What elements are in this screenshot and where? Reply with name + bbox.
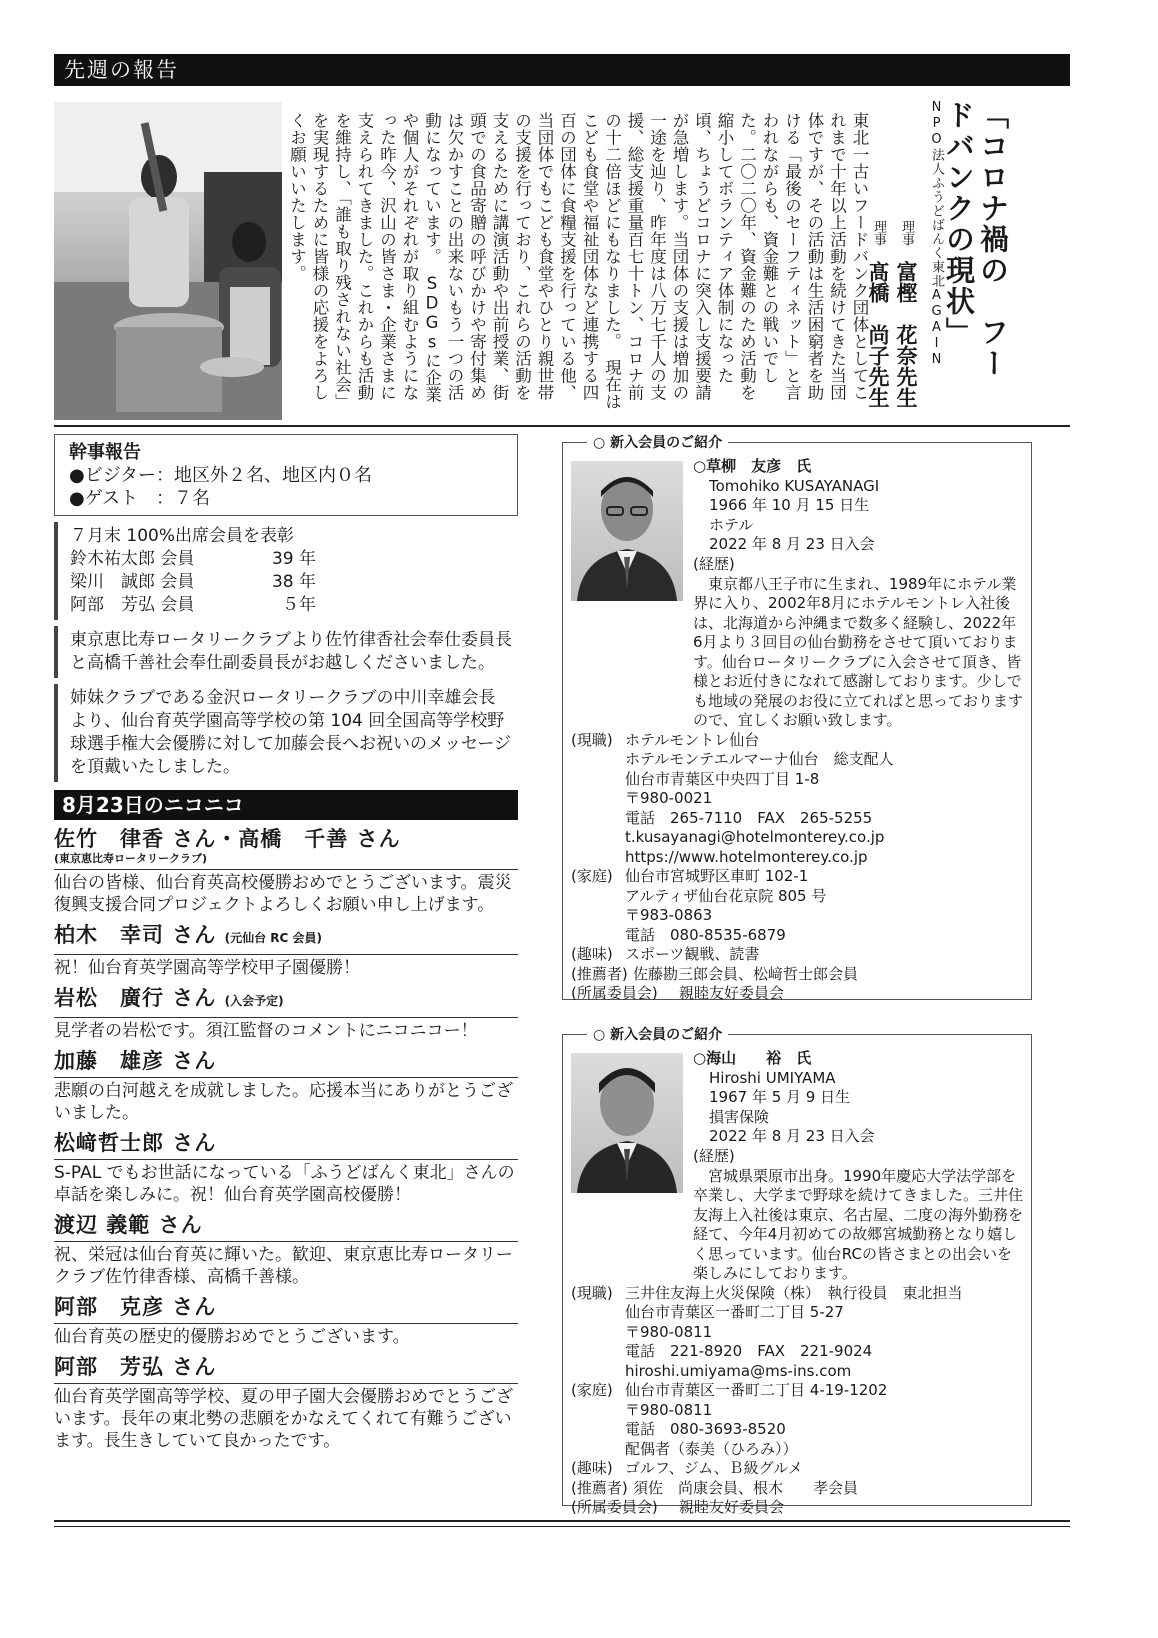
committee-block [571,1498,1023,1518]
profile-header: ○ 新入会員のご紹介 [587,432,728,452]
work-block [571,1284,1023,1382]
nikoniko-name: 阿部 克彦 さん [54,1295,217,1319]
footer-rule-thin [54,1526,1070,1527]
nikoniko-message: 悲願の白河越えを成就しました。応援本当にありがとうございました。 [54,1077,518,1124]
attendance-row [70,594,512,617]
work-line: 〒980-0021 [625,789,713,807]
nikoniko-name: 佐竹 律香 さん・高橋 千善 さん [54,827,401,851]
hobby-block [571,1459,1023,1479]
work-line: 〒980-0811 [625,1322,713,1341]
nikoniko-message: 見学者の岩松です。須江監督のコメントにニコニコー！ [54,1017,518,1042]
sponsor-label: (推薦者) [571,1478,628,1497]
member-details [571,1147,1023,1518]
nikoniko-message: 仙台育英学園高等学校、夏の甲子園大会優勝おめでとうございます。長年の東北勢の悲願をかなえてくれて有難うございます。長生きしていて良かったです。 [54,1383,518,1452]
home-label: (家庭) [571,1381,613,1399]
work-label: (現職) [571,730,613,749]
secretary-report-title: 幹事報告 [69,442,141,463]
visit-note: 東京恵比寿ロータリークラブより佐竹律香社会奉仕委員長と高橋千善社会奉仕副委員長がお越しくださいました。 [54,626,518,678]
home-line: 〒983-0863 [625,906,713,924]
hobby-label: (趣味) [571,945,613,963]
home-line: 配偶者（泰美（ひろみ）） [625,1439,798,1458]
career-text [571,1167,1023,1284]
nikoniko-name: 岩松 廣行 さん [54,986,217,1010]
member-name: ○海山 裕 氏 [693,1049,812,1067]
attendance-title: ７月末 100%出席会員を表彰 [70,526,295,546]
work-line: 三井住友海上火災保険（株） 執行役員 東北担当 [625,1283,963,1302]
nikoniko-entry [54,1212,518,1288]
nikoniko-entry [54,1048,518,1124]
article-organization: NPO法人ふうどばんく東北AGAIN [929,100,944,368]
home-line: 仙台市青葉区一番町二丁目 4-19-1202 [625,1381,888,1399]
speaker-article [54,100,1070,422]
footer-rule [54,1520,1070,1522]
career-body: 東京都八王子市に生まれ、1989年にホテル業界に入り、2002年8月にホテルモントレ入社後は、北海道から沖縄まで数多く経験し、2022年6月より３回目の仙台勤務をさせて頂いております。仙台ロータリークラブに入会させて頂き、皆様とお近付きになれて感謝しております。少しでも地域の発展のお役に立てればと思っておりますので、宜しくお願い致します。 [693,574,1024,729]
new-member-profile [562,435,1032,1002]
nikoniko-affiliation: (元仙台 RC 会員) [224,931,322,945]
report-notes [54,522,518,788]
committee-block [571,984,1023,1004]
nikoniko-name: 阿部 芳弘 さん [54,1355,217,1379]
home-line: 電話 080-3693-8520 [625,1420,786,1438]
nikoniko-list [54,826,518,1458]
nikoniko-affiliation: (東京恵比寿ロータリークラブ) [54,852,208,865]
nikoniko-name: 柏木 幸司 さん [54,923,217,947]
attendance-years: 38 年 [271,572,316,592]
attendance-years: 39 年 [271,549,316,569]
home-line: 仙台市宮城野区車町 102-1 [625,867,809,885]
attendance-row [70,571,512,594]
career-body: 宮城県栗原市出身。1990年慶応大学法学部を卒業し、大学まで野球を続けてきました。三井住友海上入社後は東京、名古屋、二度の海外勤務を経て、今年4月初めての故郷宮城勤務となり嬉しく思っています。仙台RCの皆さまとの出会いを楽しみにしております。 [693,1166,1024,1282]
sponsor-value: 須佐 尚康会員、根木 孝会員 [633,1478,859,1497]
home-block [571,1381,1023,1459]
committee-value: 親睦友好委員会 [679,984,785,1002]
attendance-name: 鈴木祐太郎 会員 [70,549,195,569]
section-banner: 先週の報告 [54,54,1070,86]
visitor-count: ●ビジター：地区外２名、地区内０名 [69,465,372,486]
attendance-name: 阿部 芳弘 会員 [70,595,195,615]
article-photo [54,102,282,420]
article-headline: 「コロナ禍の フードバンクの現状」 [942,100,1010,379]
new-member-profile [562,1027,1032,1516]
nikoniko-entry [54,826,518,916]
committee-value: 親睦友好委員会 [679,1498,785,1516]
career-label: (経歴) [693,1147,735,1165]
nikoniko-name: 渡辺 義範 さん [54,1213,203,1237]
nikoniko-entry [54,1294,518,1348]
member-romaji: Hiroshi UMIYAMA [709,1068,836,1087]
nikoniko-message: 祝！仙台育英学園高等学校甲子園優勝！ [54,954,518,979]
hobby-label: (趣味) [571,1459,613,1477]
sponsor-block [571,965,1023,985]
member-birth: 1966 年 10 月 15 日生 [709,496,870,514]
home-line: 〒980-0811 [625,1400,713,1419]
member-basic-info [693,1049,875,1147]
member-birth: 1967 年 5 月 9 日生 [709,1088,851,1106]
author1-role: 理事 [899,220,914,246]
committee-label: (所属委員会) [571,1498,658,1516]
article-authors [864,220,920,420]
author2-name: 髙橋 尚子先生 [866,261,890,408]
section-divider [54,425,1070,427]
nikoniko-message: 仙台の皆様、仙台育英高校優勝おめでとうございます。震災復興支援合同プロジェクトよろしくお願い申し上げます。 [54,869,518,916]
nikoniko-affiliation: (入会予定) [224,994,284,1008]
work-line: 仙台市青葉区一番町二丁目 5-27 [625,1303,844,1321]
attendance-years: ５年 [282,595,316,615]
work-block [571,731,1023,868]
author2-role: 理事 [871,220,886,246]
home-line: 電話 080-8535-6879 [625,925,786,944]
nikoniko-entry [54,1130,518,1206]
nikoniko-message: S-PAL でもお世話になっている「ふうどばんく東北」さんの卓話を楽しみに。祝！仙台育英学園高校優勝！ [54,1159,518,1206]
work-label: (現職) [571,1283,613,1302]
attendance-note [54,522,518,620]
career-label: (経歴) [693,555,735,573]
sponsor-label: (推薦者) [571,964,628,983]
work-line: 電話 221-8920 FAX 221-9024 [625,1342,873,1360]
nikoniko-title: 8月23日のニコニコ [54,790,518,820]
profile-header: ○ 新入会員のご紹介 [587,1024,728,1044]
work-line: ホテルモントレ仙台 [625,730,760,749]
home-line: アルティザ仙台花京院 805 号 [625,886,827,905]
work-line: 仙台市青葉区中央四丁目 1-8 [625,769,820,788]
hobby-value: ゴルフ、ジム、Ｂ級グルメ [625,1459,803,1477]
home-label: (家庭) [571,867,613,885]
member-name: ○草柳 友彦 氏 [693,457,812,475]
work-line: t.kusayanagi@hotelmonterey.co.jp [625,828,885,846]
member-industry: 損害保険 [709,1107,770,1126]
guest-count: ●ゲスト ：７名 [69,488,210,509]
career-text [571,575,1023,731]
attendance-row [70,548,512,571]
sister-club-note: 姉妹クラブである金沢ロータリークラブの中川幸雄会長より、仙台育英学園高等学校の第 104 回全国高等学校野球選手権大会優勝に対して加藤会長へお祝いのメッセージを頂戴いたしました。 [54,684,518,782]
attendance-name: 梁川 誠郎 会員 [70,572,195,592]
work-line: ホテルモンテエルマーナ仙台 総支配人 [625,750,894,768]
work-line: https://www.hotelmonterey.co.jp [625,847,868,866]
member-joined: 2022 年 8 月 23 日入会 [709,1127,875,1145]
work-line: hiroshi.umiyama@ms-ins.com [625,1361,852,1380]
work-line: 電話 265-7110 FAX 265-5255 [625,808,873,827]
secretary-report [54,434,518,516]
committee-label: (所属委員会) [571,984,658,1002]
author1-name: 富樫 花奈先生 [894,261,918,408]
member-details [571,555,1023,1004]
nikoniko-name: 松﨑哲士郎 さん [54,1131,217,1155]
nikoniko-entry [54,1354,518,1452]
nikoniko-name: 加藤 雄彦 さん [54,1049,217,1073]
hobby-block [571,945,1023,965]
member-basic-info [693,457,879,555]
hobby-value: スポーツ観戦、読書 [625,945,760,963]
member-joined: 2022 年 8 月 23 日入会 [709,535,875,553]
article-body: 東北一古いフードバンク団体としてこれまで十年以上活動を続けてきた当団体ですが、その活動は生活困窮者を助ける「最後のセーフティネット」と言われながらも、資金難との戦いでした。二〇二〇年、資金難のため活動を縮小してボランティア体制になった頃、ちょうどコロナに突入し支援要請が急増します。当団体の支援は増加の一途を辿り、昨年度は八万七千人の支援、総支援重量百七十トン、コロナ前の十二倍ほどにもなりました。 現在はこども食堂や福祉団体など連携する四百の団体に食糧支援を行っている他、当団体でもこども食堂やひとり親世帯の支援を行っており、これらの活動を支えるために講演活動や出前授業、街頭での食品寄贈の呼びかけや寄付集めは欠かすことの出来ないもう一つの活動になっています。 SDGsに企業や個人がそれぞれが取り組むようになった昨今、沢山の皆さま・企業さまに支えられてきました。これからも活動を維持し、「誰も取り残されない社会」を実現するために皆様の応援をよろしくお願いいたします。 [287,112,869,410]
nikoniko-message: 祝、栄冠は仙台育英に輝いた。歓迎、東京恵比寿ロータリークラブ佐竹律香様、高橋千善様。 [54,1241,518,1288]
sponsor-block [571,1479,1023,1499]
nikoniko-entry [54,922,518,979]
member-romaji: Tomohiko KUSAYANAGI [709,476,880,495]
nikoniko-entry [54,985,518,1042]
nikoniko-message: 仙台育英の歴史的優勝おめでとうございます。 [54,1323,518,1348]
sponsor-value: 佐藤勘三郎会員、松﨑哲士郎会員 [633,964,859,983]
home-block [571,867,1023,945]
member-industry: ホテル [709,515,754,534]
